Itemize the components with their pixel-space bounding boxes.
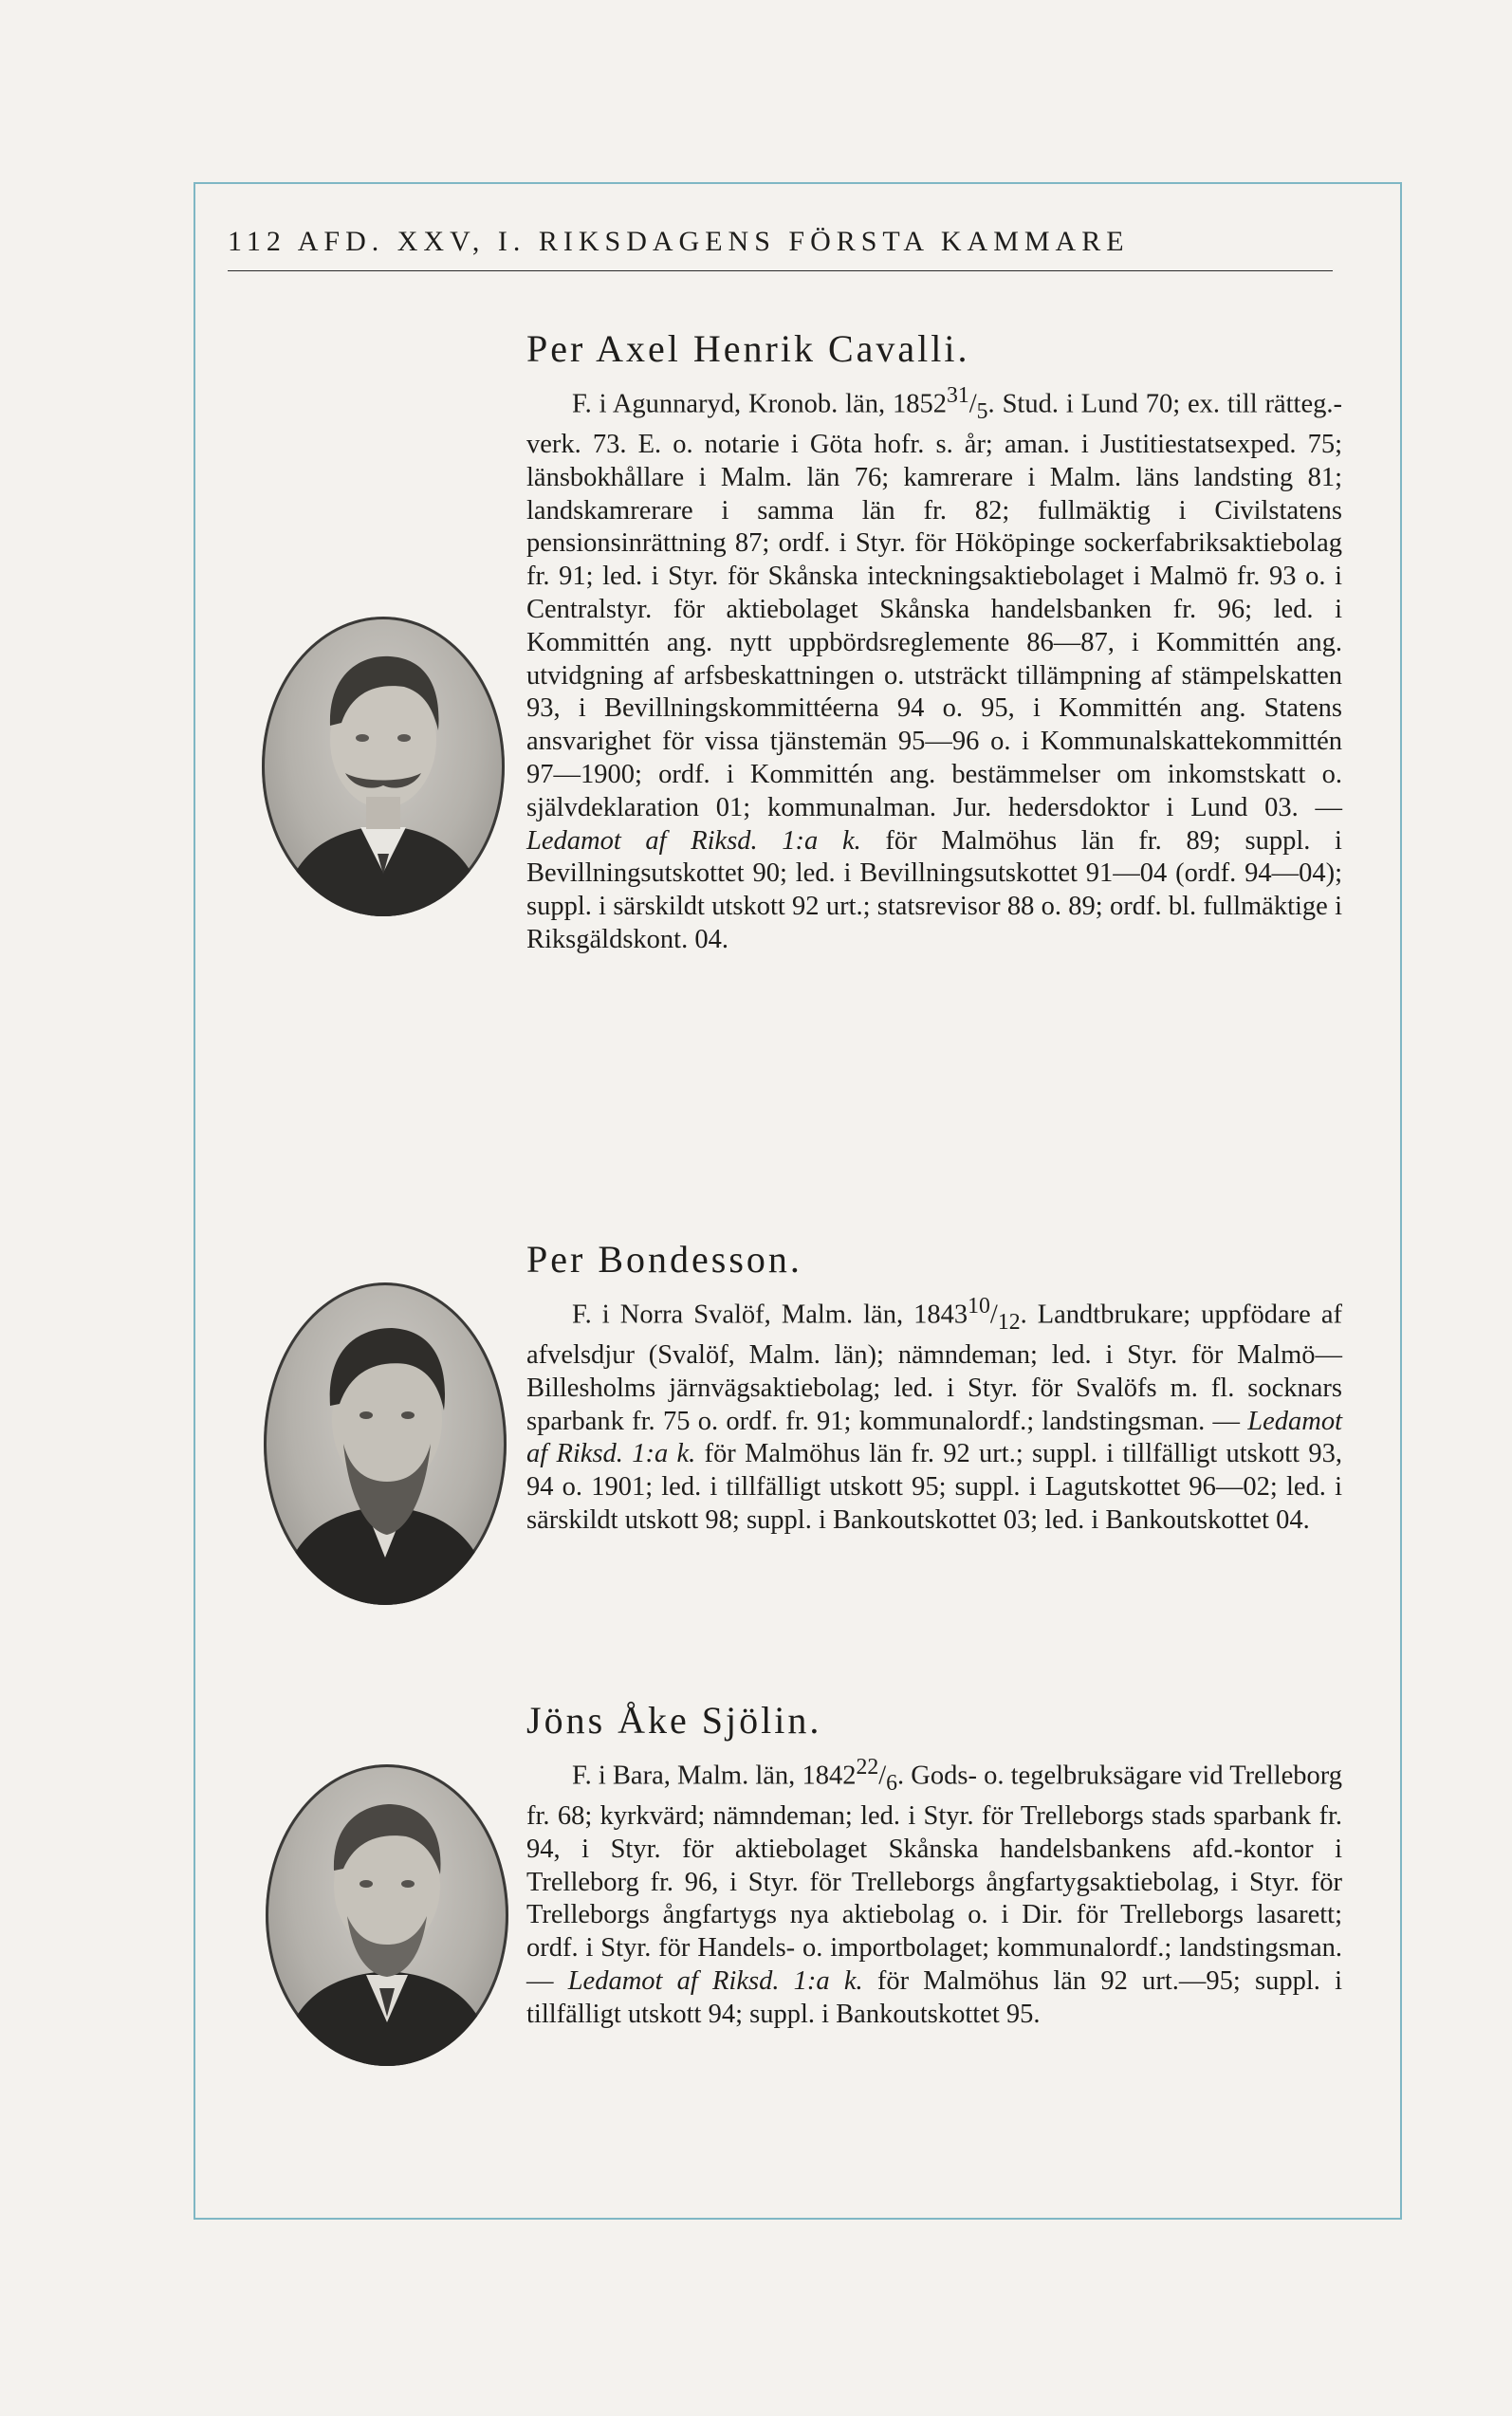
portrait-image: [262, 617, 505, 916]
portrait-image: [264, 1282, 507, 1605]
entry-name: Per Bondesson.: [526, 1238, 802, 1281]
running-head: 112 AFD. XXV, I. RIKSDAGENS FÖRSTA KAMMARE: [228, 226, 1130, 257]
entry-name: Per Axel Henrik Cavalli.: [526, 327, 970, 370]
entry-name: Jöns Åke Sjölin.: [526, 1699, 822, 1742]
portrait-image: [266, 1764, 508, 2066]
header-rule: [228, 270, 1333, 271]
portrait-sjolin-image: [266, 1764, 508, 2066]
entry-biography: F. i Bara, Malm. län, $1842^{22}/_6$. Gods- o. tegelbruksägare vid Trelleborg fr. 68; kyrkvärd; nämndeman; led. i Styr. för Trelleborgs stads sparbank fr. 94, i Styr. för aktiebolaget Skånska handelsbankens afd.-kontor i Trelleborg fr. 96, i Styr. för Trelleborgs ångfartygsaktiebolag, i Styr. för Trelleborgs ångfartygs nya aktiebolag o. i Dir. för Trelleborgs lasarett; ordf. i Styr. för Handels- o. importbolaget; kommunalordf.; landstingsman. — Ledamot af Riksd. 1:a k. för Malmöhus län 92 urt.—95; suppl. i tillfälligt utskott 94; suppl. i Bankoutskottet 95.: [526, 1755, 1342, 2029]
portrait-cavalli-image: [262, 617, 505, 916]
portrait-bondesson-image: [264, 1282, 507, 1605]
entry-sjolin: [526, 1700, 1342, 2032]
entry-cavalli: [526, 328, 1342, 957]
entry-biography: F. i Norra Svalöf, Malm. län, $1843^{10}/_{12}$. Landtbrukare; uppfödare af afvelsdjur (Svalöf, Malm. län); nämndeman; led. i Styr. för Malmö—Billesholms järnvägsaktiebolag; led. i Styr. för Svalöfs m. fl. socknars sparbank fr. 75 o. ordf. fr. 91; kommunalordf.; landstingsman. — Ledamot af Riksd. 1:a k. för Malmöhus län fr. 92 urt.; suppl. i tillfälligt utskott 93, 94 o. 1901; led. i tillfälligt utskott 95; suppl. i Lagutskottet 96—02; led. i särskildt utskott 98; suppl. i Bankoutskottet 03; led. i Bankoutskottet 04.: [526, 1294, 1342, 1535]
entry-biography: F. i Agunnaryd, Kronob. län, $1852^{31}/_5$. Stud. i Lund 70; ex. till rätteg.-verk. 73. E. o. notarie i Göta hofr. s. år; aman. i Justitiestatsexped. 75; länsbokhållare i Malm. län 76; kamrerare i Malm. läns landsting 81; landskamrerare i samma län fr. 82; fullmäktig i Civilstatens pensionsinrättning 87; ordf. i Styr. för Hököpinge sockerfabriksaktiebolag fr. 91; led. i Styr. för Skånska inteckningsaktiebolaget i Malmö fr. 93 o. i Centralstyr. för aktiebolaget Skånska handelsbanken fr. 96; led. i Kommittén ang. nytt uppbördsreglemente 86—87, i Kommittén ang. utvidgning af arfsbeskattningen o. utsträckt tillämpning af stämpelskatten 93, i Bevillningskommittéerna 94 o. 95, i Kommittén ang. Statens ansvarighet för vissa tjänstemän 95—96 o. i Kommunalskattekommittén 97—1900; ordf. i Kommittén ang. bestämmelser om inkomstskatt o. självdeklaration 01; kommunalman. Jur. hedersdoktor i Lund 03. — Ledamot af Riksd. 1:a k. för Malmöhus län fr. 89; suppl. i Bevillningsutskottet 90; led. i Bevillningsutskottet 91—04 (ordf. 94—04); suppl. i särskildt utskott 92 urt.; statsrevisor 88 o. 89; ordf. bl. fullmäktige i Riksgäldskont. 04.: [526, 383, 1342, 954]
entry-bondesson: [526, 1239, 1342, 1538]
